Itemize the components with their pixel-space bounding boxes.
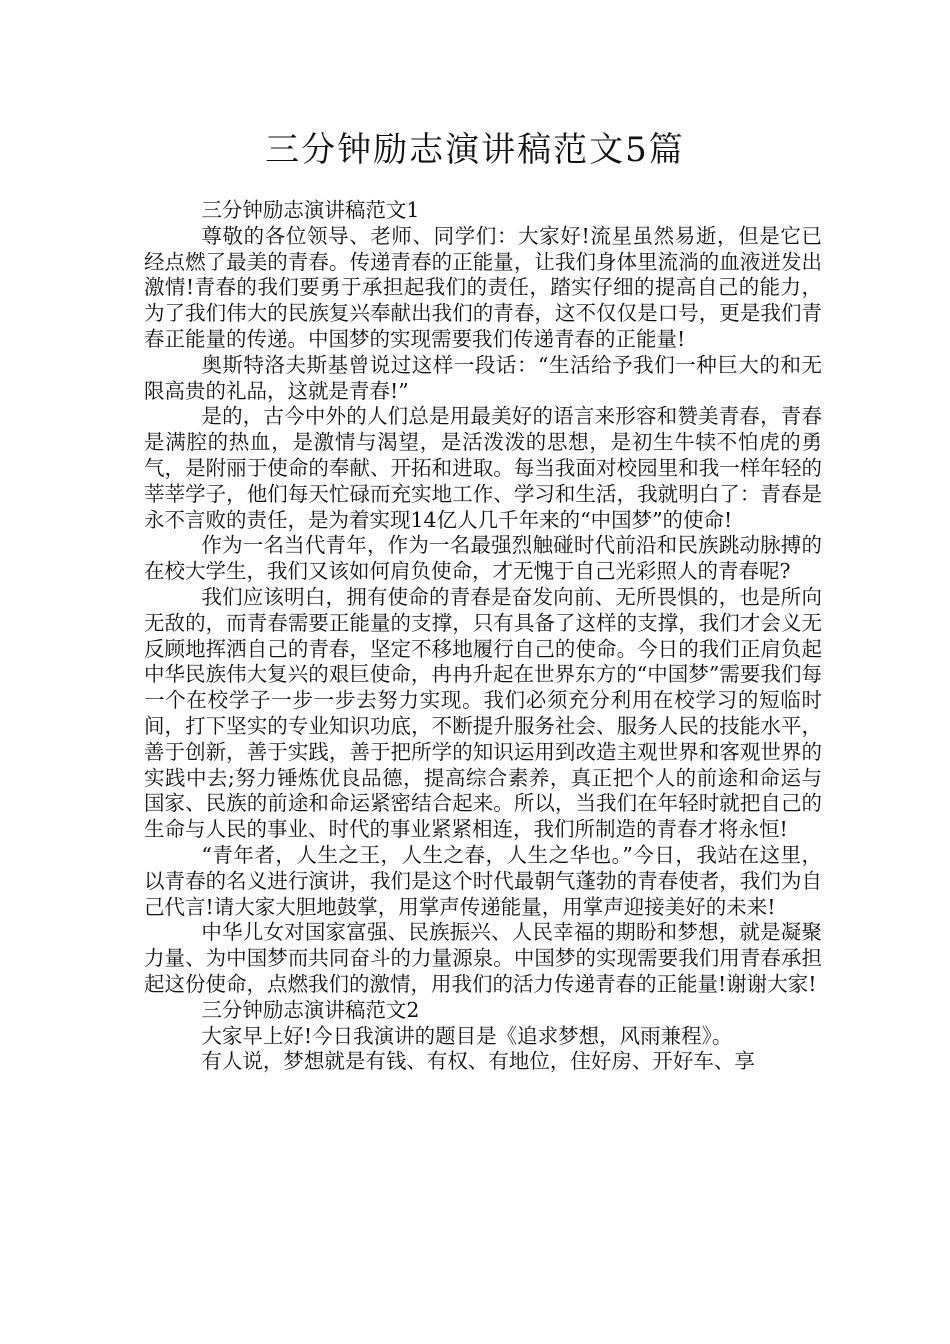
document-body: [144, 198, 822, 1075]
paragraph: 有人说，梦想就是有钱、有权、有地位，住好房、开好车、享: [201, 1049, 755, 1074]
section-heading: 三分钟励志演讲稿范文2: [201, 997, 420, 1022]
paragraph: 中华儿女对国家富强、民族振兴、人民幸福的期盼和梦想，就是凝聚力量、为中国梦而共同奋斗的力量源泉。中国梦的实现需要我们用青春承担起这份使命，点燃我们的激情，用我们的活力传递青春的正能量!谢谢大家!: [144, 920, 822, 996]
paragraph: 尊敬的各位领导、老师、同学们：大家好!流星虽然易逝，但是它已经点燃了最美的青春。传递青春的正能量，让我们身体里流淌的血液迸发出激情!青春的我们要勇于承担起我们的责任，踏实仔细的提高自己的能力，为了我们伟大的民族复兴奉献出我们的青春，这不仅仅是口号，更是我们青春正能量的传递。中国梦的实现需要我们传递青春的正能量!: [144, 223, 822, 351]
paragraph: 我们应该明白，拥有使命的青春是奋发向前、无所畏惧的，也是所向无敌的，而青春需要正能量的支撑，只有具备了这样的支撑，我们才会义无反顾地挥洒自己的青春，坚定不移地履行自己的使命。今日的我们正肩负起中华民族伟大复兴的艰巨使命，冉冉升起在世界东方的“中国梦”需要我们每一个在校学子一步一步去努力实现。我们必须充分利用在校学习的短临时间，打下坚实的专业知识功底，不断提升服务社会、服务人民的技能水平，善于创新，善于实践，善于把所学的知识运用到改造主观世界和客观世界的实践中去;努力锤炼优良品德，提高综合素养，真正把个人的前途和命运与国家、民族的前途和命运紧密结合起来。所以，当我们在年轻时就把自己的生命与人民的事业、时代的事业紧紧相连，我们所制造的青春才将永恒!: [144, 584, 822, 842]
paragraph: 大家早上好!今日我演讲的题目是《追求梦想，风雨兼程》。: [201, 1023, 733, 1048]
document-title: 三分钟励志演讲稿范文5篇: [265, 130, 685, 170]
paragraph: “青年者，人生之王，人生之春，人生之华也。”今日，我站在这里，以青春的名义进行演讲，我们是这个时代最朝气蓬勃的青春使者，我们为自己代言!请大家大胆地鼓掌，用掌声传递能量，用掌声迎接美好的未来!: [144, 842, 822, 919]
section-heading: 三分钟励志演讲稿范文1: [201, 198, 420, 222]
paragraph: 作为一名当代青年，作为一名最强烈触碰时代前沿和民族跳动脉搏的在校大学生，我们又该如何肩负使命，才无愧于自己光彩照人的青春呢?: [144, 533, 822, 584]
paragraph: 奥斯特洛夫斯基曾说过这样一段话：“生活给予我们一种巨大的和无限高贵的礼品，这就是青春!”: [144, 352, 822, 403]
paragraph: 是的，古今中外的人们总是用最美好的语言来形容和赞美青春，青春是满腔的热血，是激情与渴望，是活泼泼的思想，是初生牛犊不怕虎的勇气，是附丽于使命的奉献、开拓和进取。每当我面对校园里和我一样年轻的莘莘学子，他们每天忙碌而充实地工作、学习和生活，我就明白了：青春是永不言败的责任，是为着实现14亿人几千年来的“中国梦”的使命!: [144, 404, 822, 532]
